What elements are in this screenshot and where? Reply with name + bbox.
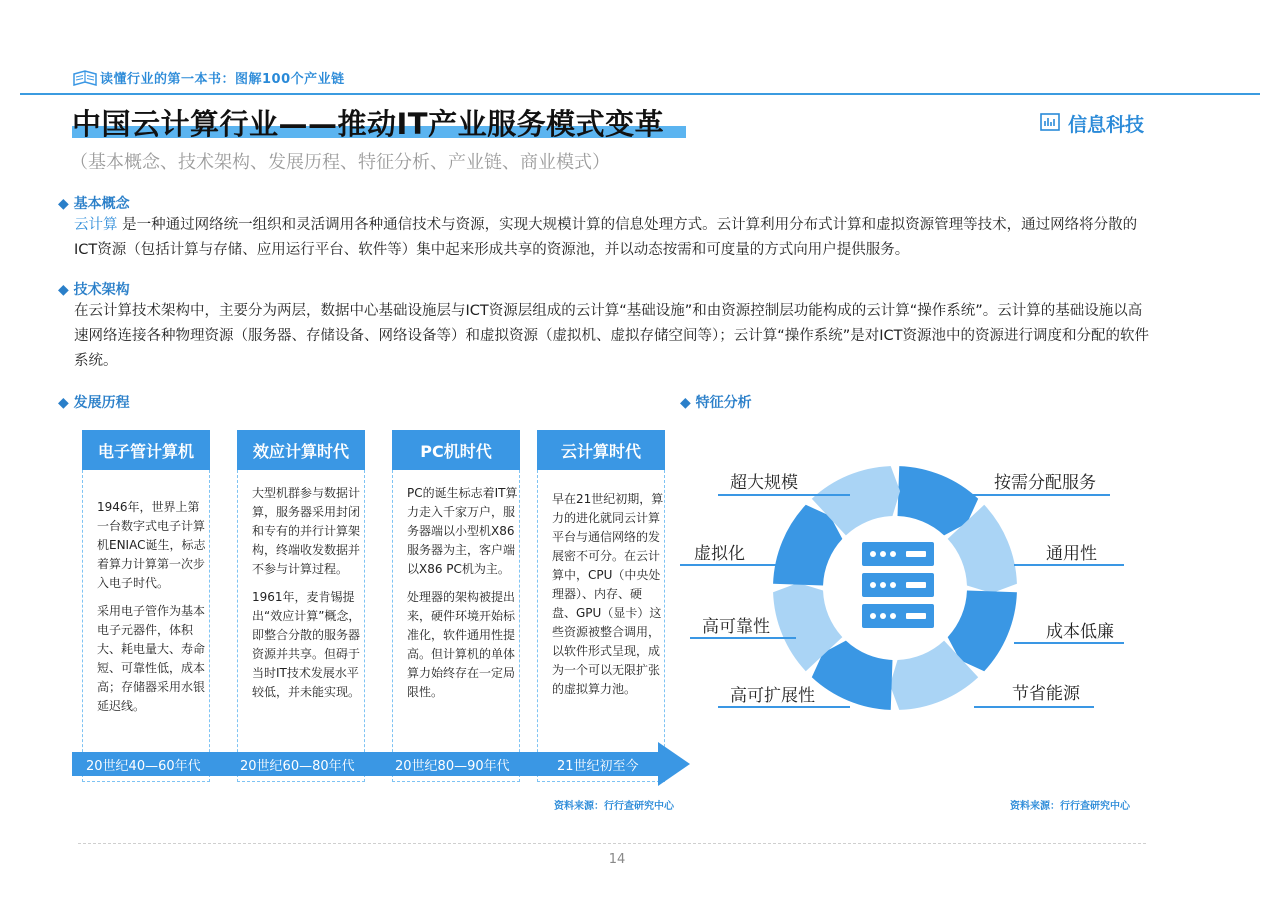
- timeline-stage-2: [237, 430, 365, 782]
- feature-connector: [690, 637, 796, 639]
- section-heading-basic-concept: ◆ 基本概念: [58, 196, 130, 212]
- timeline-stage-1: [82, 430, 210, 782]
- stage-title: PC机时代: [392, 430, 520, 470]
- feature-label: 超大规模: [730, 473, 798, 493]
- book-icon: [72, 68, 98, 88]
- page-title: 中国云计算行业——推动IT产业服务模式变革: [72, 107, 665, 141]
- stage-box: [537, 470, 665, 782]
- feature-label: 虚拟化: [694, 544, 745, 564]
- feature-connector: [680, 564, 798, 566]
- stage-paragraph: 处理器的架构被提出来，硬件环境开始标准化，软件通用性提高。但计算机的单体算力始终存在一定局限性。: [407, 590, 516, 699]
- basic-concept-text: 是一种通过网络统一组织和灵活调用各种通信技术与资源，实现大规模计算的信息处理方式。云计算利用分布式计算和虚拟资源管理等技术，通过网络将分散的ICT资源（包括计算与存储、应用运行平台、软件等）集中起来形成共享的资源池，并以动态按需和可度量的方式向用户提供服务。: [74, 217, 1138, 258]
- footer-divider: [78, 843, 1146, 844]
- timeline-arrow-head: [658, 742, 690, 786]
- feature-label: 高可靠性: [702, 617, 770, 637]
- section-heading-history: ◆ 发展历程: [58, 395, 130, 411]
- book-title: 读懂行业的第一本书：图解100个产业链: [100, 72, 345, 87]
- basic-concept-paragraph: [74, 213, 1154, 263]
- feature-label: 通用性: [1046, 544, 1097, 564]
- tech-arch-paragraph: 在云计算技术架构中，主要分为两层，数据中心基础设施层与ICT资源层组成的云计算“基础设施”和由资源控制层功能构成的云计算“操作系统”。云计算的基础设施以高速网络连接各种物理资源（服务器、存储设备、网络设备等）和虚拟资源（虚拟机、虚拟存储空间等）；云计算“操作系统”是对ICT资源池中的资源进行调度和分配的软件系统。: [74, 303, 1150, 369]
- feature-connector: [1014, 564, 1124, 566]
- history-source: 资料来源：行行查研究中心: [554, 801, 674, 812]
- top-divider: [20, 93, 1260, 95]
- stage-paragraph: 大型机群参与数据计算，服务器采用封闭和专有的并行计算架构，终端收发数据并不参与计算过程。: [252, 486, 361, 576]
- feature-connector: [960, 494, 1110, 496]
- section-heading-features: ◆ 特征分析: [680, 395, 752, 411]
- feature-label: 按需分配服务: [994, 473, 1096, 493]
- stage-paragraph: 早在21世纪初期，算力的进化就同云计算平台与通信网络的发展密不可分。在云计算中，CPU（中央处理器）、内存、硬盘、GPU（显卡）这些资源被整合调用，以软件形式呈现，成为一个可以无限扩张的虚拟算力池。: [552, 492, 664, 696]
- stage-box: [392, 470, 520, 782]
- era-label: 20世纪40—60年代: [86, 759, 201, 774]
- feature-label: 高可扩展性: [730, 686, 815, 706]
- brand-label: 信息科技: [1068, 114, 1145, 136]
- era-label: 20世纪80—90年代: [395, 759, 510, 774]
- feature-connector: [974, 706, 1094, 708]
- keyword-cloud-computing: 云计算: [74, 217, 118, 233]
- stage-paragraph: 采用电子管作为基本电子元器件，体积大、耗电量大、寿命短、可靠性低，成本高；存储器采用水银延迟线。: [97, 604, 206, 713]
- feature-connector: [718, 494, 850, 496]
- era-label: 21世纪初至今: [557, 759, 639, 774]
- page-subtitle: （基本概念、技术架构、发展历程、特征分析、产业链、商业模式）: [70, 152, 610, 173]
- feature-label: 节省能源: [1012, 684, 1080, 704]
- feature-label: 成本低廉: [1046, 622, 1114, 642]
- timeline-stage-4: [537, 430, 665, 782]
- stage-title: 电子管计算机: [82, 430, 210, 470]
- timeline-stage-3: [392, 430, 520, 782]
- section-heading-tech-arch: ◆ 技术架构: [58, 282, 130, 298]
- page-number: 14: [608, 852, 626, 867]
- stage-paragraph: 1961年，麦肯锡提出“效应计算”概念，即整合分散的服务器资源并共享。但碍于当时IT技术发展水平较低，并未能实现。: [252, 590, 361, 699]
- stage-title: 云计算时代: [537, 430, 665, 470]
- era-label: 20世纪60—80年代: [240, 759, 355, 774]
- stage-title: 效应计算时代: [237, 430, 365, 470]
- feature-connector: [1014, 642, 1124, 644]
- stage-paragraph: 1946年，世界上第一台数字式电子计算机ENIAC诞生，标志着算力计算第一次步入电子时代。: [97, 500, 206, 590]
- stage-box: [237, 470, 365, 782]
- feature-connector: [718, 706, 850, 708]
- stage-paragraph: PC的诞生标志着IT算力走入千家万户，服务器端以小型机X86服务器为主，客户端以X86 PC机为主。: [407, 486, 518, 576]
- features-source: 资料来源：行行查研究中心: [1010, 801, 1130, 812]
- stage-box: [82, 470, 210, 782]
- server-rack-icon: [858, 540, 938, 630]
- brand-chart-icon: [1040, 113, 1060, 131]
